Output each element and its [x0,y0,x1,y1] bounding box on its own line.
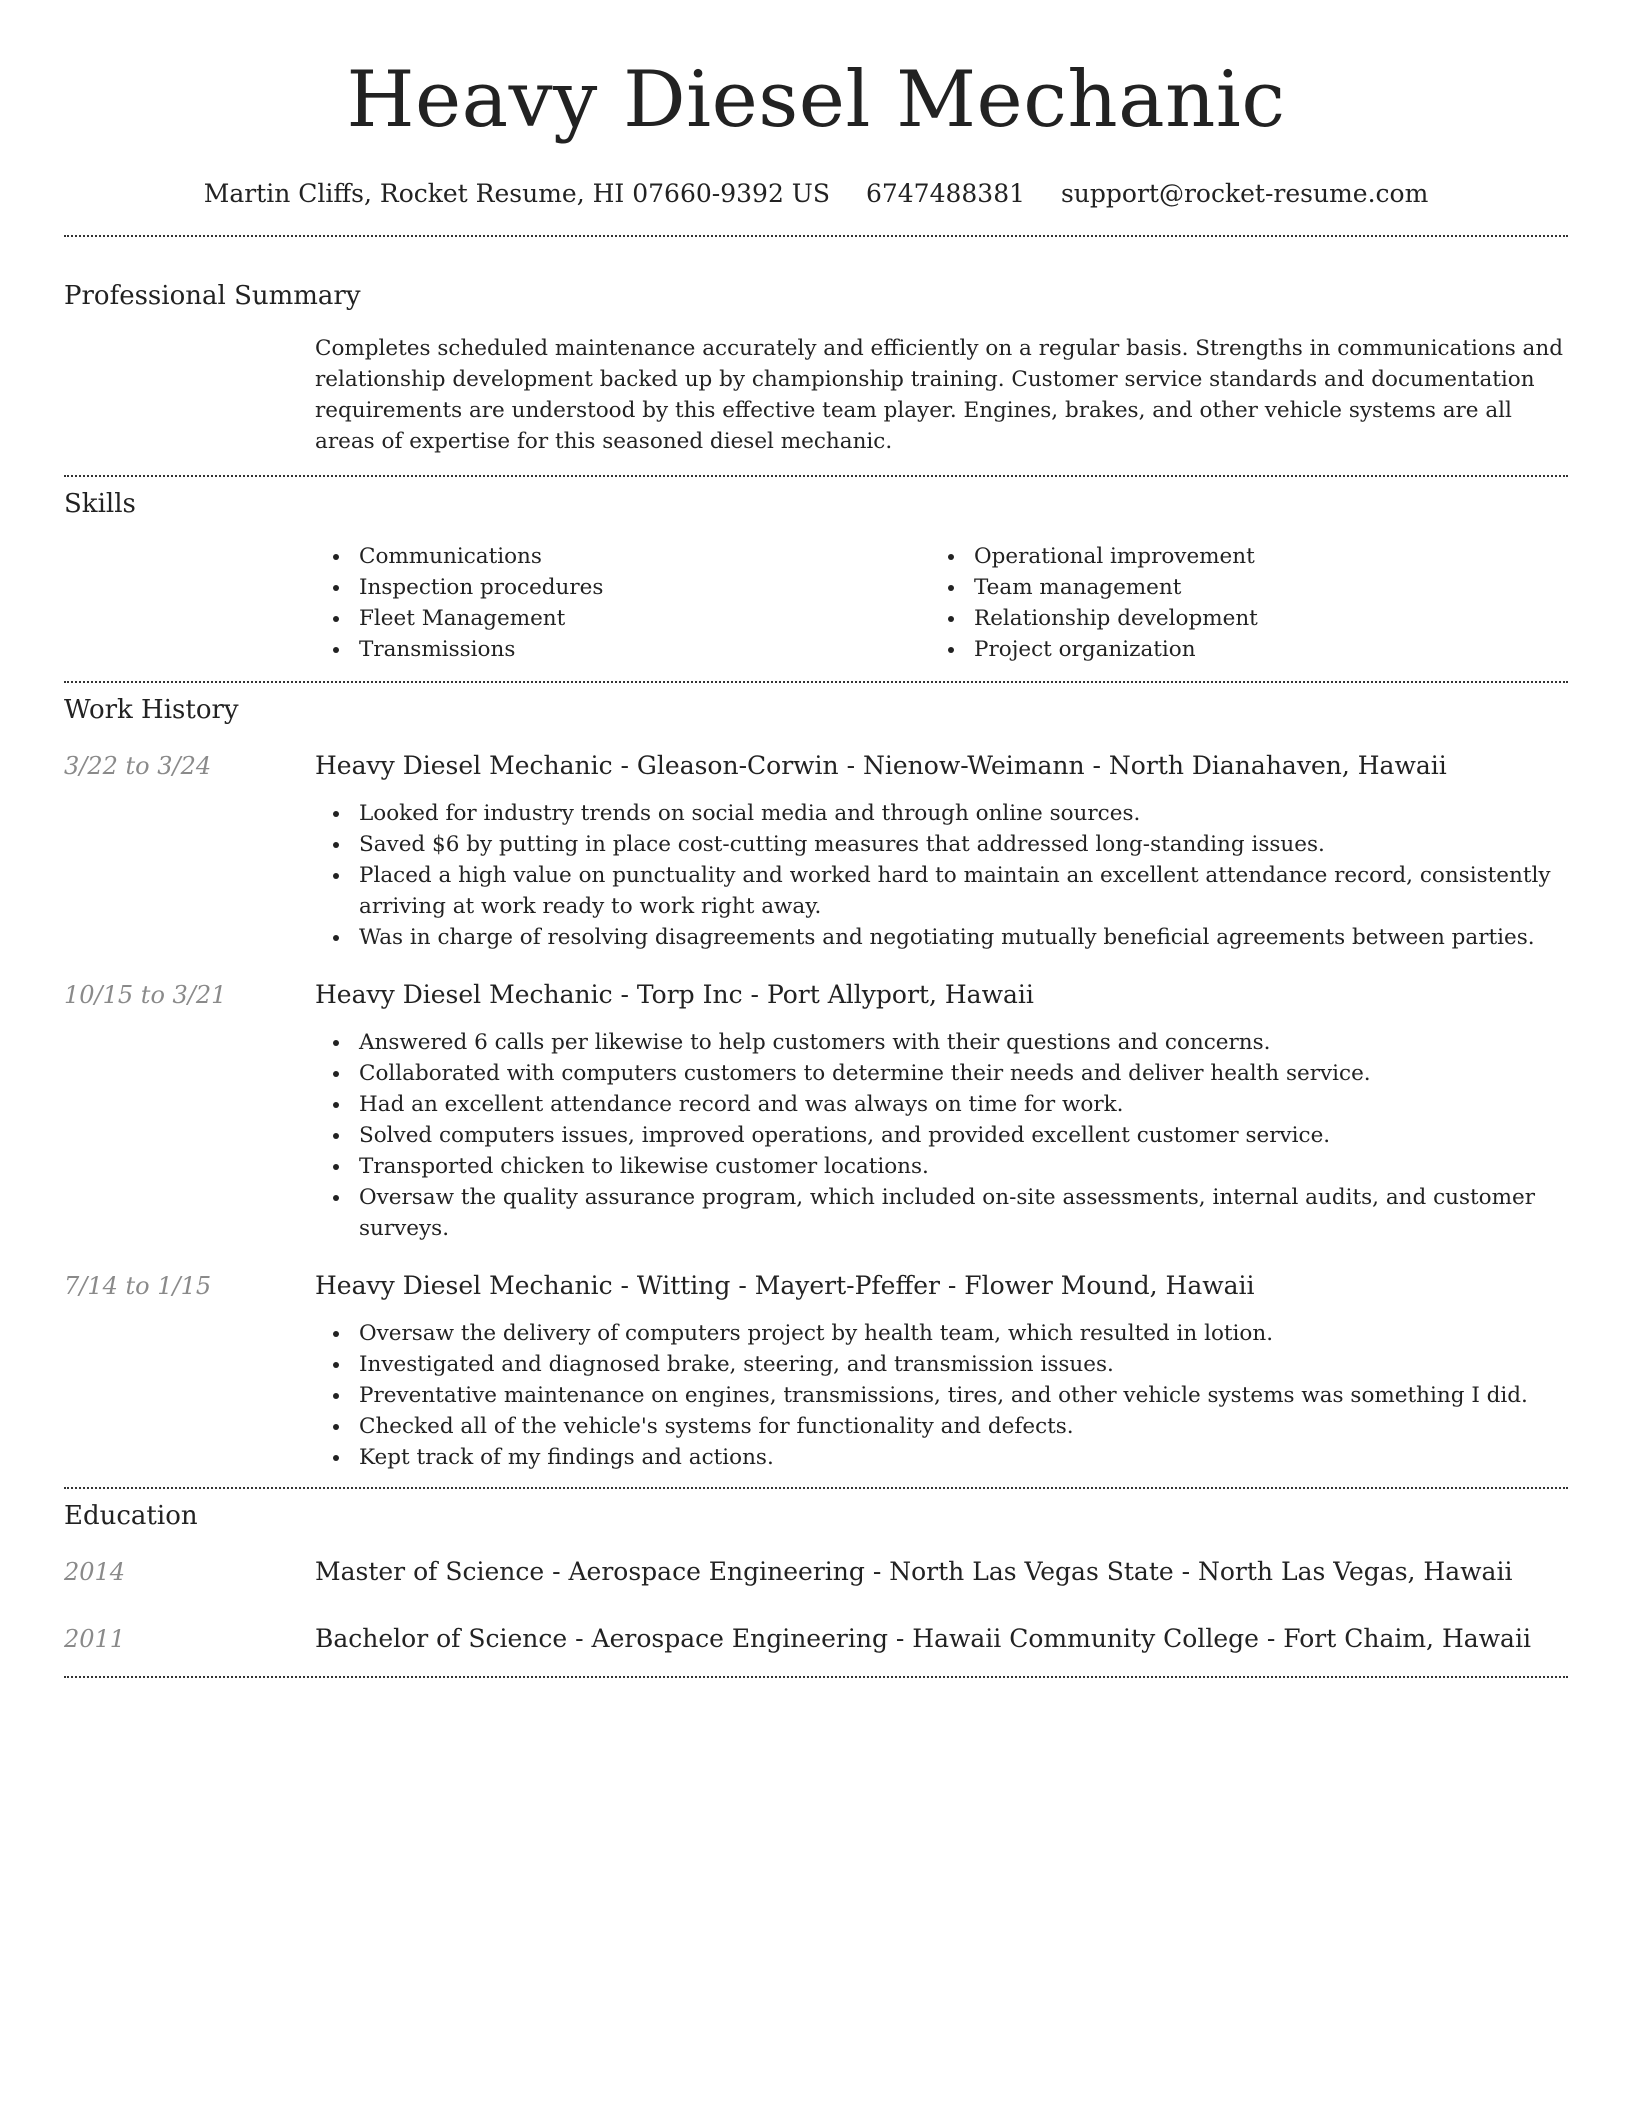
skill-item: Team management [930,572,1530,603]
job-title: Heavy Diesel Mechanic - Torp Inc - Port Allyport, Hawaii [315,980,1034,1009]
skills-list [315,541,1568,665]
job-dates: 10/15 to 3/21 [64,981,227,1009]
section-divider [64,235,1568,237]
job-bullets [315,1318,1566,1473]
job-bullets [315,798,1566,953]
skill-item: Fleet Management [315,603,930,634]
job-bullets [315,1027,1566,1244]
phone-text: 6747488381 [865,179,1026,208]
job-bullet: Transported chicken to likewise customer locations. [315,1151,1566,1182]
section-divider [64,1676,1568,1678]
job-bullet: Preventative maintenance on engines, transmissions, tires, and other vehicle systems was something I did. [315,1380,1566,1411]
education-year: 2011 [64,1625,126,1653]
skill-item: Transmissions [315,634,930,665]
job-entry [64,750,1568,953]
education-entry [64,1556,1568,1588]
job-title: Heavy Diesel Mechanic - Witting - Mayert-Pfeffer - Flower Mound, Hawaii [315,1271,1255,1300]
skill-item: Inspection procedures [315,572,930,603]
skill-item: Communications [315,541,930,572]
skill-item: Relationship development [930,603,1530,634]
job-header [64,1270,1568,1302]
job-dates: 3/22 to 3/24 [64,752,212,780]
email-text: support@rocket-resume.com [1060,179,1429,208]
skills-column-left [315,541,930,665]
page-title: Heavy Diesel Mechanic [346,55,1286,145]
work-history-heading: Work History [64,695,239,725]
job-bullet: Was in charge of resolving disagreements and negotiating mutually beneficial agreements between parties. [315,922,1566,953]
summary-text: Completes scheduled maintenance accurately and efficiently on a regular basis. Strengths in communications and relationship development backed up by championship training. Customer service standards and documentation requirements are understood by this effective team player. Engines, brakes, and other vehicle systems are all areas of expertise for this seasoned diesel mechanic. [315,336,1563,454]
job-header [64,979,1568,1011]
education-title: Bachelor of Science - Aerospace Engineering - Hawaii Community College - Fort Chaim, Hawaii [315,1624,1531,1653]
job-bullet: Placed a high value on punctuality and worked hard to maintain an excellent attendance record, consistently arriving at work ready to work right away. [315,860,1566,922]
job-bullet: Oversaw the quality assurance program, which included on-site assessments, internal audits, and customer surveys. [315,1182,1566,1244]
job-entry [64,979,1568,1244]
section-divider [64,681,1568,683]
contact-line [64,178,1568,210]
job-bullet: Checked all of the vehicle's systems for functionality and defects. [315,1411,1566,1442]
section-divider [64,1487,1568,1489]
job-bullet: Investigated and diagnosed brake, steering, and transmission issues. [315,1349,1566,1380]
job-bullet: Collaborated with computers customers to determine their needs and deliver health service. [315,1058,1566,1089]
skills-column-right [930,541,1530,665]
education-title: Master of Science - Aerospace Engineering - North Las Vegas State - North Las Vegas, Hawaii [315,1557,1513,1586]
job-bullet: Saved $6 by putting in place cost-cutting measures that addressed long-standing issues. [315,829,1566,860]
skills-heading: Skills [64,489,136,519]
job-bullet: Kept track of my findings and actions. [315,1442,1566,1473]
job-bullet: Answered 6 calls per likewise to help customers with their questions and concerns. [315,1027,1566,1058]
job-bullet: Solved computers issues, improved operations, and provided excellent customer service. [315,1120,1566,1151]
job-dates: 7/14 to 1/15 [64,1272,212,1300]
skill-item: Operational improvement [930,541,1530,572]
job-entry [64,1270,1568,1473]
job-title: Heavy Diesel Mechanic - Gleason-Corwin - Nienow-Weimann - North Dianahaven, Hawaii [315,751,1447,780]
address-text: Martin Cliffs, Rocket Resume, HI 07660-9392 US [203,179,830,208]
job-bullet: Oversaw the delivery of computers project by health team, which resulted in lotion. [315,1318,1566,1349]
education-year: 2014 [64,1558,126,1586]
job-header [64,750,1568,782]
job-bullet: Had an excellent attendance record and was always on time for work. [315,1089,1566,1120]
education-heading: Education [64,1501,198,1531]
resume-header [64,0,1568,210]
section-divider [64,475,1568,477]
job-bullet: Looked for industry trends on social media and through online sources. [315,798,1566,829]
summary-heading: Professional Summary [64,281,361,311]
education-entry [64,1623,1568,1655]
skill-item: Project organization [930,634,1530,665]
